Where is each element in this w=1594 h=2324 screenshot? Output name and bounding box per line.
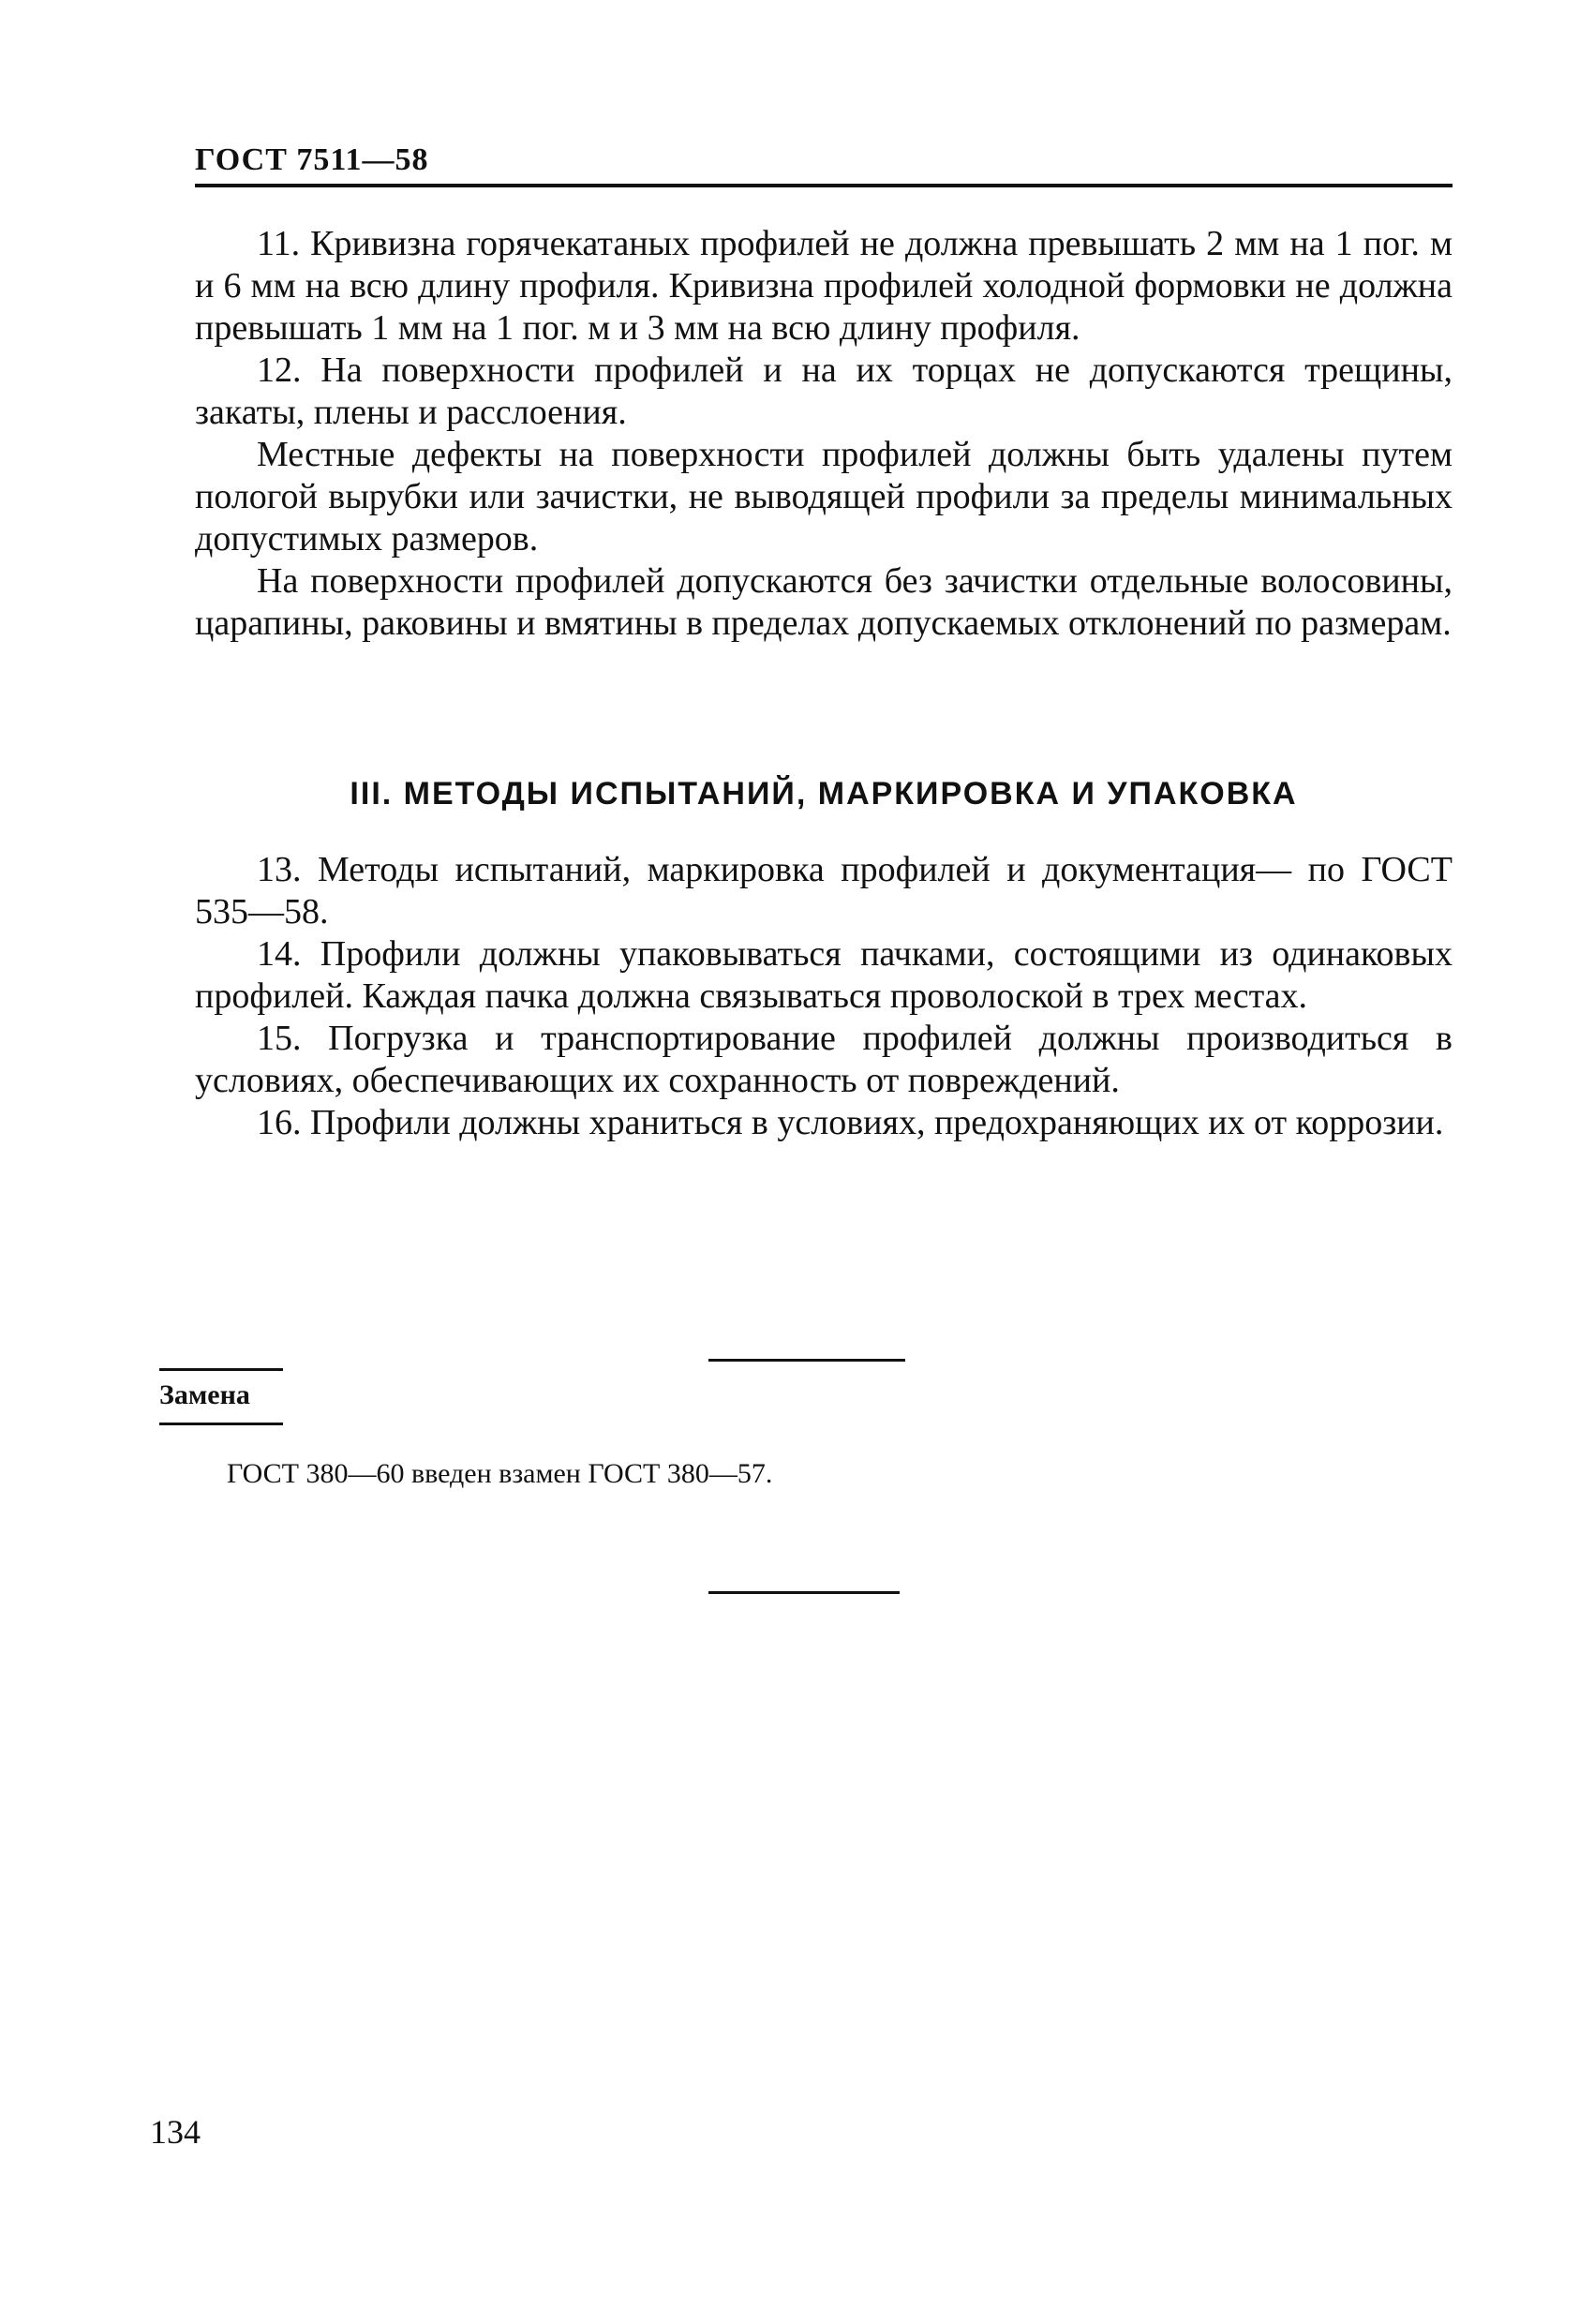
replacement-label: Замена bbox=[159, 1379, 250, 1410]
end-rule bbox=[708, 1359, 905, 1362]
paragraph-11: 11. Кривизна горячекатаных профилей не должна превышать 2 мм на 1 пог. м и 6 мм на всю длину профиля. Кривизна профилей холодной формовки не должна превышать 1 мм на 1 пог. м и 3 мм на всю длину профиля. bbox=[195, 224, 1452, 348]
paragraph-allowed-defects: На поверхности профилей допускаются без зачистки отдельные волосовины, царапины, раковины и вмятины в пределах допускаемых отклонений по размерам. bbox=[195, 561, 1452, 643]
paragraph-13: 13. Методы испытаний, маркировка профилей и документация— по ГОСТ 535—58. bbox=[195, 850, 1452, 931]
paragraph-16: 16. Профили должны храниться в условиях, предохраняющих их от коррозии. bbox=[257, 1103, 1444, 1142]
requirements-text bbox=[195, 223, 1452, 645]
closing-rule bbox=[708, 1591, 900, 1594]
replacement-top-rule bbox=[159, 1368, 283, 1371]
paragraph-15: 15. Погрузка и транспортирование профилей должны производиться в условиях, обеспечивающих их сохранность от повреждений. bbox=[195, 1019, 1452, 1100]
methods-text bbox=[195, 849, 1452, 1144]
page-number: 134 bbox=[150, 2113, 201, 2151]
document-code: ГОСТ 7511—58 bbox=[195, 142, 429, 177]
replacement-bottom-rule bbox=[159, 1423, 283, 1425]
paragraph-local-defects: Местные дефекты на поверхности профилей должны быть удалены путем пологой вырубки или зачистки, не выводящей профили за пределы минимальных допустимых размеров. bbox=[195, 435, 1452, 559]
paragraph-14: 14. Профили должны упаковываться пачками, состоящими из одинаковых профилей. Каждая пачка должна связываться проволоской в трех местах. bbox=[195, 934, 1452, 1016]
section-heading: III. МЕТОДЫ ИСПЫТАНИЙ, МАРКИРОВКА И УПАКОВКА bbox=[350, 776, 1298, 812]
header-rule bbox=[195, 184, 1452, 187]
paragraph-12: 12. На поверхности профилей и на их торцах не допускаются трещины, закаты, плены и расслоения. bbox=[195, 350, 1452, 432]
replacement-text: ГОСТ 380—60 введен взамен ГОСТ 380—57. bbox=[227, 1458, 773, 1489]
